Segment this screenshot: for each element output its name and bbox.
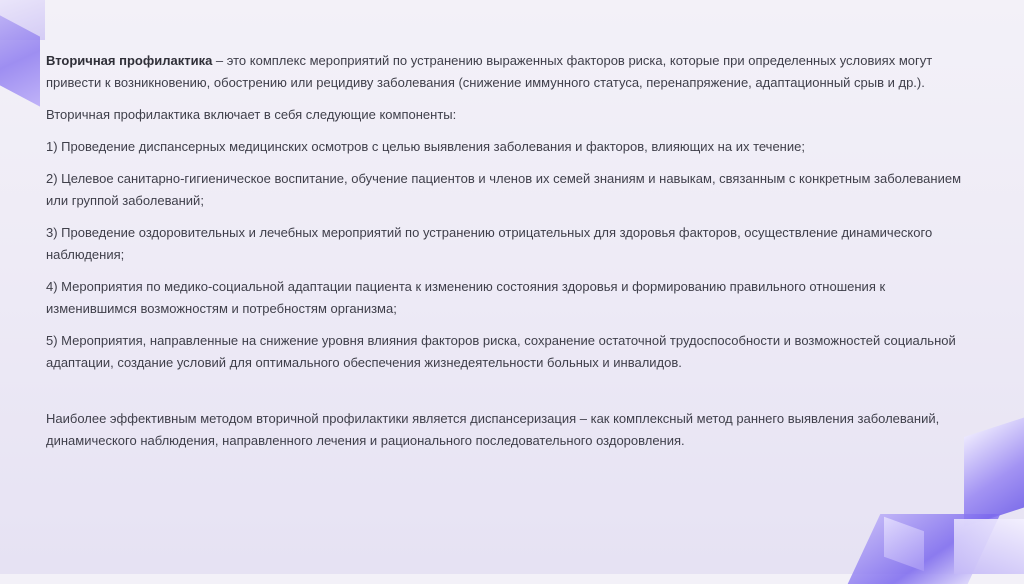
- component-item-1: 1) Проведение диспансерных медицинских осмотров с целью выявления заболевания и факторов, влияющих на их течение;: [46, 139, 805, 154]
- component-item-2: 2) Целевое санитарно-гигиеническое воспитание, обучение пациентов и членов их семей знаниям и навыкам, связанным с конкретным заболеванием или группой заболеваний;: [46, 171, 962, 208]
- component-item-4: 4) Мероприятия по медико-социальной адаптации пациента к изменению состояния здоровья и формированию правильного отношения к изменившимся возможностям и потребностям организма;: [46, 279, 886, 316]
- component-item-5: 5) Мероприятия, направленные на снижение уровня влияния факторов риска, сохранение остаточной трудоспособности и возможностей социальной адаптации, создание условий для оптимального обеспечения жизнедеятельности больных и инвалидов.: [46, 333, 956, 370]
- intro-text: – это комплекс мероприятий по устранению выраженных факторов риска, которые при определенных условиях могут привести к возникновению, обострению или рецидиву заболевания (снижение иммунного статуса, перенапряжение, адаптационный срыв и др.).: [46, 53, 933, 90]
- conclusion-paragraph: Наиболее эффективным методом вторичной профилактики является диспансеризация – как комплексный метод раннего выявления заболеваний, динамического наблюдения, направленного лечения и рационального последовательного оздоровления.: [46, 411, 940, 448]
- component-item-3: 3) Проведение оздоровительных и лечебных мероприятий по устранению отрицательных для здоровья факторов, осуществление динамического наблюдения;: [46, 225, 933, 262]
- slide-content: [46, 50, 976, 462]
- intro-term: Вторичная профилактика: [46, 53, 213, 68]
- components-heading: Вторичная профилактика включает в себя следующие компоненты:: [46, 107, 457, 122]
- decorative-cube-bottom-right-4: [954, 519, 1024, 574]
- intro-paragraph: [46, 50, 976, 94]
